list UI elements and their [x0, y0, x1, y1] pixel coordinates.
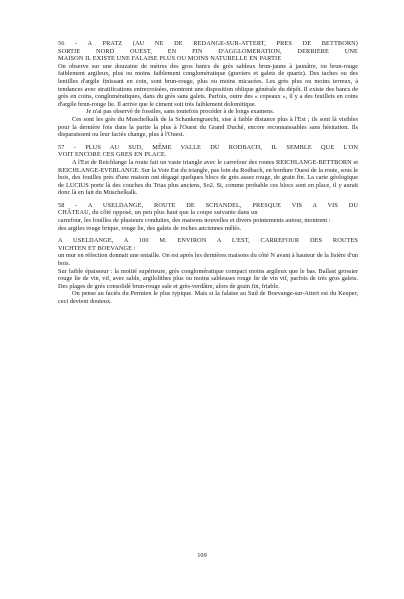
paragraph: des argiles rouge brique, rouge lie, des galets de roches anciennes mêlés. — [58, 224, 242, 232]
paragraph: On observe sur une douzaine de mètres des gros bancs de grès sableux brun-jaune à jaunâtre, ou brun-rouge faiblement argileux, plus ou moins faiblement conglomératique (graviers et galets de quartz). Des taches ou des lentilles d'argile finissant en coin, sont brun-rouge, plus ou moins micacées. Les grès plus ou moins terreux, à tendances avec stratifications entrecroisées, montrent une disposition oblique générale du dépôt. Il existe des bancs de grès en coins, conglomératiques, dans du grès sans galets. Parfois, outre des « copeaux », il y a des feuillets en coins d'argile brun-rouge lie. Il arrive que le ciment soit très faiblement dolomitique. — [58, 62, 358, 108]
heading-line: VOIT ENCORE CES GRES EN PLACE. — [58, 151, 167, 159]
paragraph: un mur en réfection donnait une entaille. On est après les dernières maisons du côté N avant à hauteur de la lisière d'un bois. — [58, 252, 358, 268]
paragraph: Ces sont les grès du Muschelkalk de la Schankengraecht, sise à faible distance plus à l'Est ; ils sont là visibles pour la dernière fois dans la partie la plus à l'Ouest du Grand Duché, encore reconnaissables sans hésitation. Ils disparaissent ou leur faciès change, plus à l'Ouest. — [58, 115, 358, 139]
section-2 — [58, 144, 358, 197]
section-4 — [58, 237, 358, 305]
document-body — [58, 40, 358, 306]
heading-line: A USELDANGE, A 100 M. ENVIRON A L'EST, CARREFOUR DES ROUTES — [58, 237, 358, 245]
heading-line: MAISON IL EXISTE UNE FALAISE PLUS OU MOINS NATURELLE EN PARTIE — [58, 55, 282, 63]
paragraph: On pense au faciès du Permien le plus typique. Mais si la falaise au Sud de Boevange-sur-Attert est du Keuper, ceci devient douteux. — [58, 290, 358, 305]
paragraph: Je n'ai pas observé de fossiles, sans toutefois procéder à de longs examens. — [86, 108, 275, 116]
paragraph: Sur faible épaisseur : la moitié supérieure, grès conglomératique compact moins argileux que le bas. Ballast grossier rouge lie de vin, vif, avec sable, argilolithes plus ou moins sableuses rouge lie de vin vif, parfois de très gros galets. Des plages de grès consolidé brun-rouge sale et grès-verdâtre, alors de grain fin, friable. — [58, 267, 358, 290]
section-heading — [58, 237, 358, 252]
heading-line: VICHTEN ET BOEVANGE : — [58, 244, 136, 252]
heading-line: 56 - A PRATZ (AU NE DE REDANGE-SUR-ATTERT, PRES DE BETTBORN) — [58, 40, 358, 47]
section-3 — [58, 202, 358, 232]
heading-line: SORTIE NORD OUEST, EN FIN D'AGGLOMERATION, DERRIERE UNE — [58, 47, 358, 55]
page-number: 109 — [197, 552, 207, 559]
paragraph: carrefour, les fouilles de plusieurs conduites, des maisons nouvelles et divers pointements autour, montrent : — [58, 217, 331, 225]
paragraph: A l'Est de Reichlange la route fait un vaste triangle avec le carrefour des routes REICHLANGE-BETTBORN et REICHLANGE-EVERLANGE. Sur la Voie Est du triangle, pas loin du Rodbach, en bordure Ouest de la route, sous le bois, des fouilles près d'une maison ont dégagé quelques blocs de grès assez rouge, de grain fin. La carte géologique de LUCIUS porte là des couches du Trias plus anciens, So2. Si, comme probable ces blocs sont en place, il y aurait donc là en fait du Muschelkalk. — [58, 158, 358, 197]
section-heading — [58, 144, 358, 159]
section-heading — [58, 202, 358, 217]
heading-line: CHÂTEAU, du côté opposé, un peu plus haut que la coupe suivante dans un — [58, 209, 258, 217]
heading-line: 57 - PLUS AU SUD, MÊME VALLE DU RODBACH, IL SEMBLE QUE L'ON — [58, 143, 358, 151]
section-1 — [58, 40, 358, 139]
section-heading — [58, 40, 358, 63]
heading-line: 58 - A USELDANGE, ROUTE DE SCHANDEL, PRESQUE VIS A VIS DU — [58, 201, 358, 209]
